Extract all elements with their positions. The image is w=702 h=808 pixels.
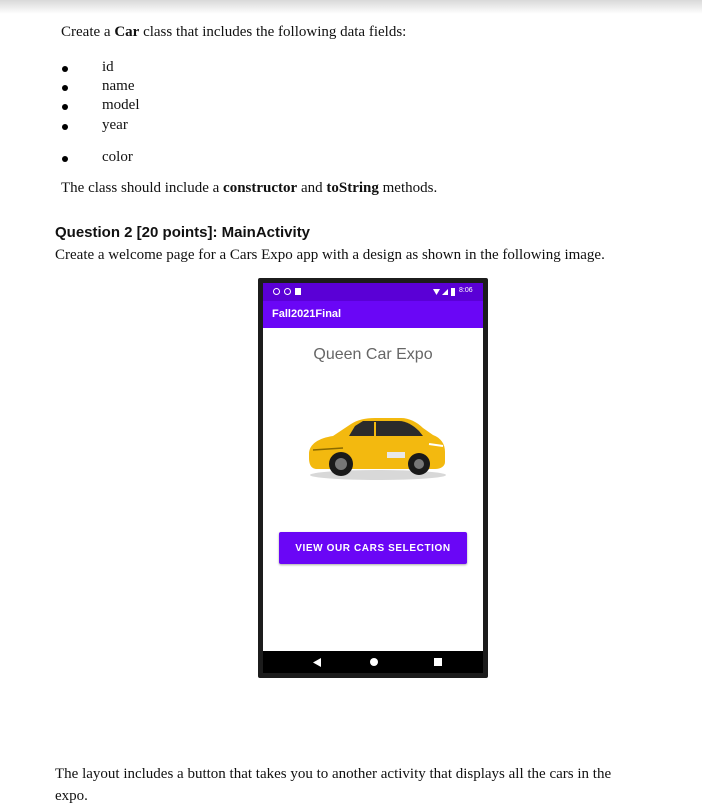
methods-tostring: toString [326,180,379,196]
wifi-signal-icon [433,288,457,296]
home-icon[interactable] [370,658,378,666]
methods-part3: methods. [378,180,438,196]
app-title: Fall2021Final [272,308,342,320]
bullet-dot [62,85,68,91]
nav-bar [263,651,483,673]
list-item-color: color [102,149,133,165]
intro-before: Create a [61,24,115,40]
view-cars-button[interactable]: VIEW OUR CARS SELECTION [279,532,467,564]
back-icon[interactable] [313,658,321,667]
notification-icon [284,288,291,295]
footer-line2: expo. [55,788,88,804]
methods-constructor: constructor [223,180,298,196]
app-screen [263,328,483,651]
list-item-model: model [102,97,140,113]
methods-text [61,179,437,197]
top-shadow [0,0,702,14]
bullet-dot [62,66,68,72]
phone-mockup [258,278,488,678]
status-bar [263,283,483,301]
question2-heading: Question 2 [20 points]: MainActivity [55,224,311,241]
list-item-name: name [102,78,135,94]
bullet-dot [62,124,68,130]
status-time: 8:06 [459,287,473,294]
sd-card-icon [295,288,301,295]
footer-line1: The layout includes a button that takes you to another activity that displays all the cars in the [55,766,612,782]
methods-part1: The class should include a [61,180,224,196]
notification-icon [273,288,280,295]
methods-part2: and [297,180,327,196]
intro-text [61,23,406,41]
intro-class-name: Car [114,24,140,40]
welcome-text: Queen Car Expo [313,346,433,363]
bullet-dot [62,104,68,110]
list-item-id: id [102,59,114,75]
app-bar [263,301,483,328]
list-item-year: year [102,117,128,133]
recents-icon[interactable] [434,658,442,666]
bullet-dot [62,156,68,162]
car-image [303,408,448,483]
intro-after: class that includes the following data fields: [139,24,407,40]
question2-body: Create a welcome page for a Cars Expo app with a design as shown in the following image. [55,247,605,263]
